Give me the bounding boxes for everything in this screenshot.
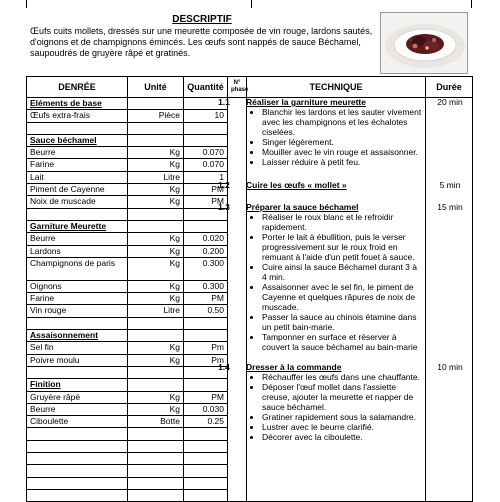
phase-cell bbox=[228, 245, 247, 257]
ingredient-name bbox=[27, 366, 128, 378]
phase-cell bbox=[228, 342, 247, 354]
ingredient-name: Vin rouge bbox=[27, 305, 128, 317]
technique-title: Dresser à la commande bbox=[246, 362, 342, 372]
descriptif-title: DESCRIPTIF bbox=[172, 14, 232, 25]
ingredient-quantity: 0.50 bbox=[184, 305, 228, 317]
ingredient-quantity: Pm bbox=[184, 342, 228, 354]
ingredient-name: Champignons de paris bbox=[27, 257, 128, 280]
ingredient-quantity: PM bbox=[184, 184, 228, 196]
header-technique: TECHNIQUE bbox=[247, 77, 426, 98]
ingredient-name: Farine bbox=[27, 159, 128, 171]
technique-step: • Porter le lait à ébullition, puis le verser progressivement sur le roux froid en remuant à l'aide d'un petit fouet à sauce. bbox=[262, 232, 424, 262]
phase-cell bbox=[228, 280, 247, 292]
duration-cell bbox=[426, 134, 473, 146]
ingredient-name: Noix de muscade bbox=[27, 196, 128, 208]
ingredient-quantity: 0.300 bbox=[184, 280, 228, 292]
phase-cell bbox=[228, 110, 247, 122]
ingredient-name bbox=[27, 453, 128, 465]
ingredient-unit bbox=[128, 122, 184, 134]
ingredient-name: Gruyère râpé bbox=[27, 391, 128, 403]
phase-cell bbox=[228, 233, 247, 245]
ingredient-unit: Kg bbox=[128, 196, 184, 208]
ingredient-unit: Kg bbox=[128, 280, 184, 292]
duration-cell bbox=[426, 477, 473, 489]
phase-cell bbox=[228, 379, 247, 391]
technique-block bbox=[246, 362, 424, 442]
technique-title: Réaliser la garniture meurette bbox=[246, 97, 366, 107]
duration-cell bbox=[426, 465, 473, 477]
phase-cell bbox=[228, 403, 247, 415]
ingredient-name: Assaisonnement bbox=[27, 330, 128, 342]
duration-cell bbox=[426, 330, 473, 342]
ingredient-name bbox=[27, 465, 128, 477]
ingredient-name bbox=[27, 489, 128, 501]
ingredient-unit: Kg bbox=[128, 293, 184, 305]
ingredient-name bbox=[27, 208, 128, 220]
ingredient-unit bbox=[128, 134, 184, 146]
duration-cell bbox=[426, 245, 473, 257]
ingredient-name bbox=[27, 440, 128, 452]
ingredient-unit: Kg bbox=[128, 342, 184, 354]
phase-cell bbox=[228, 293, 247, 305]
ingredient-unit bbox=[128, 317, 184, 329]
phase-cell bbox=[228, 453, 247, 465]
header-phase: N° phase bbox=[228, 77, 247, 98]
table-row bbox=[27, 440, 473, 452]
ingredient-name: Lait bbox=[27, 171, 128, 183]
ingredient-quantity bbox=[184, 489, 228, 501]
ingredient-unit: Botte bbox=[128, 416, 184, 428]
technique-step: • Blanchir les lardons et les sauter vivement avec les champignons et les échalotes ciselées. bbox=[262, 107, 424, 137]
phase-number: 1.4 bbox=[218, 362, 230, 372]
ingredient-unit: Pièce bbox=[128, 110, 184, 122]
duration-cell bbox=[426, 122, 473, 134]
technique-block bbox=[246, 97, 424, 167]
ingredient-unit bbox=[128, 440, 184, 452]
ingredient-unit bbox=[128, 453, 184, 465]
technique-step: • Déposer l'œuf mollet dans l'assiette creuse, ajouter la meurette et napper de sauce béchamel. bbox=[262, 382, 424, 412]
ingredient-quantity: 10 bbox=[184, 110, 228, 122]
top-strip bbox=[26, 0, 472, 8]
ingredient-name: Sauce béchamel bbox=[27, 134, 128, 146]
ingredient-quantity bbox=[184, 453, 228, 465]
ingredient-quantity bbox=[184, 379, 228, 391]
ingredient-quantity bbox=[184, 465, 228, 477]
duration-cell bbox=[426, 147, 473, 159]
ingredient-name bbox=[27, 317, 128, 329]
ingredient-quantity: 0.070 bbox=[184, 159, 228, 171]
duration-cell bbox=[426, 440, 473, 452]
technique-steps bbox=[246, 212, 424, 352]
duration-cell bbox=[426, 453, 473, 465]
table-row bbox=[27, 453, 473, 465]
duration-cell bbox=[426, 305, 473, 317]
ingredient-unit: Kg bbox=[128, 257, 184, 280]
ingredient-quantity bbox=[184, 440, 228, 452]
descriptif-block bbox=[30, 14, 374, 59]
phase-number: 1.1 bbox=[218, 97, 230, 107]
duration-cell bbox=[426, 110, 473, 122]
ingredient-unit bbox=[128, 208, 184, 220]
duration-cell bbox=[426, 159, 473, 171]
ingredient-name bbox=[27, 122, 128, 134]
ingredient-name: Lardons bbox=[27, 245, 128, 257]
technique-step: • Décorer avec la ciboulette. bbox=[262, 432, 424, 442]
ingredient-quantity: 1 bbox=[184, 171, 228, 183]
duration-cell bbox=[426, 403, 473, 415]
duration-cell bbox=[426, 342, 473, 354]
phase-cell bbox=[228, 477, 247, 489]
duration-cell bbox=[426, 489, 473, 501]
phase-cell bbox=[228, 440, 247, 452]
technique-steps bbox=[246, 107, 424, 167]
ingredient-name bbox=[27, 428, 128, 440]
technique-step: • Mouiller avec le vin rouge et assaisonner. bbox=[262, 147, 424, 157]
ingredient-unit bbox=[128, 477, 184, 489]
ingredient-unit bbox=[128, 330, 184, 342]
header-duree: Durée bbox=[426, 77, 473, 98]
table-row bbox=[27, 489, 473, 501]
technique-step: • Gratiner rapidement sous la salamandre. bbox=[262, 412, 424, 422]
technique-cell bbox=[247, 440, 426, 452]
ingredient-quantity: Pm bbox=[184, 354, 228, 366]
duration-cell bbox=[426, 220, 473, 232]
duration-cell bbox=[426, 317, 473, 329]
technique-step: • Réchauffer les œufs dans une chauffante. bbox=[262, 372, 424, 382]
technique-step: • Réaliser le roux blanc et le refroidir rapidement. bbox=[262, 212, 424, 232]
header-unite: Unité bbox=[128, 77, 184, 98]
ingredient-unit: Kg bbox=[128, 159, 184, 171]
ingredient-quantity: 0.25 bbox=[184, 416, 228, 428]
ingredient-name: Ciboulette bbox=[27, 416, 128, 428]
duration-value: 20 min bbox=[437, 97, 463, 107]
ingredient-quantity: 0.200 bbox=[184, 245, 228, 257]
ingredient-name bbox=[27, 477, 128, 489]
technique-steps bbox=[246, 372, 424, 442]
technique-step: • Lustrer avec le beurre clarifié. bbox=[262, 422, 424, 432]
ingredient-unit bbox=[128, 428, 184, 440]
ingredient-quantity: PM bbox=[184, 391, 228, 403]
ingredient-quantity bbox=[184, 477, 228, 489]
phase-cell bbox=[228, 428, 247, 440]
ingredient-unit bbox=[128, 98, 184, 110]
ingredient-unit: Kg bbox=[128, 184, 184, 196]
ingredient-name: Garniture Meurette bbox=[27, 220, 128, 232]
technique-step: • Cuire ainsi la sauce Béchamel durant 3 à 4 min. bbox=[262, 262, 424, 282]
header-quantite: Quantité bbox=[184, 77, 228, 98]
ingredient-quantity: PM bbox=[184, 293, 228, 305]
duration-cell bbox=[426, 233, 473, 245]
phase-cell bbox=[228, 220, 247, 232]
ingredient-quantity: 0.020 bbox=[184, 233, 228, 245]
phase-cell bbox=[228, 159, 247, 171]
technique-title: Cuire les œufs « mollet » bbox=[246, 180, 347, 190]
ingredient-unit: Kg bbox=[128, 391, 184, 403]
technique-step: • Tamponner en surface et réserver à couvert la sauce béchamel au bain-marie bbox=[262, 332, 424, 352]
descriptif-text: Œufs cuits mollets, dressés sur une meurette composée de vin rouge, lardons sautés, d'oignons et de champignons émincés. Les œufs sont nappés de sauce Béchamel, saupoudrés de gruyère râpé et gratinés. bbox=[30, 26, 373, 58]
ingredient-quantity: PM bbox=[184, 196, 228, 208]
phase-cell bbox=[228, 134, 247, 146]
dish-photo bbox=[380, 12, 468, 74]
ingredient-quantity bbox=[184, 122, 228, 134]
ingredient-name: Oignons bbox=[27, 280, 128, 292]
ingredient-unit: Litre bbox=[128, 305, 184, 317]
ingredient-quantity: 0.300 bbox=[184, 257, 228, 280]
technique-cell bbox=[247, 489, 426, 501]
duration-cell bbox=[426, 391, 473, 403]
phase-cell bbox=[228, 489, 247, 501]
duration-cell bbox=[426, 416, 473, 428]
phase-cell bbox=[228, 330, 247, 342]
technique-step: • Laisser réduire à petit feu. bbox=[262, 157, 424, 167]
table-row bbox=[27, 477, 473, 489]
phase-number: 1.2 bbox=[218, 180, 230, 190]
ingredient-name: Poivre moulu bbox=[27, 354, 128, 366]
ingredient-quantity bbox=[184, 330, 228, 342]
ingredient-quantity: 0.070 bbox=[184, 147, 228, 159]
ingredient-name: Sel fin bbox=[27, 342, 128, 354]
ingredient-name: Beurre bbox=[27, 403, 128, 415]
ingredient-name: Beurre bbox=[27, 147, 128, 159]
technique-step: • Assaisonner avec le sel fin, le piment de Cayenne et quelques râpures de noix de muscade. bbox=[262, 282, 424, 312]
duration-cell bbox=[426, 280, 473, 292]
ingredient-quantity bbox=[184, 220, 228, 232]
ingredient-quantity bbox=[184, 134, 228, 146]
technique-step: • Passer la sauce au chinois étamine dans un petit bain-marie. bbox=[262, 312, 424, 332]
phase-number: 1.3 bbox=[218, 202, 230, 212]
technique-block bbox=[246, 202, 424, 352]
ingredient-unit bbox=[128, 366, 184, 378]
ingredient-quantity bbox=[184, 317, 228, 329]
technique-cell bbox=[247, 453, 426, 465]
duration-value: 15 min bbox=[437, 202, 463, 212]
ingredient-unit: Kg bbox=[128, 233, 184, 245]
ingredient-quantity bbox=[184, 428, 228, 440]
ingredient-unit: Kg bbox=[128, 354, 184, 366]
header-denree: DENRÉE bbox=[27, 77, 128, 98]
ingredient-name: Farine bbox=[27, 293, 128, 305]
ingredient-unit: Kg bbox=[128, 245, 184, 257]
duration-value: 5 min bbox=[439, 180, 461, 190]
phase-cell bbox=[228, 465, 247, 477]
ingredient-name: Finition bbox=[27, 379, 128, 391]
technique-cell bbox=[247, 477, 426, 489]
table-row bbox=[27, 465, 473, 477]
ingredient-quantity: 0.030 bbox=[184, 403, 228, 415]
ingredient-unit bbox=[128, 489, 184, 501]
technique-block bbox=[246, 180, 424, 190]
technique-title: Préparer la sauce béchamel bbox=[246, 202, 359, 212]
phase-cell bbox=[228, 147, 247, 159]
phase-cell bbox=[228, 317, 247, 329]
ingredient-unit: Kg bbox=[128, 147, 184, 159]
duration-value: 10 min bbox=[437, 362, 463, 372]
duration-cell bbox=[426, 257, 473, 280]
phase-cell bbox=[228, 416, 247, 428]
duration-cell bbox=[426, 379, 473, 391]
duration-cell bbox=[426, 293, 473, 305]
ingredient-unit: Kg bbox=[128, 403, 184, 415]
technique-step: • Singer légèrement. bbox=[262, 137, 424, 147]
duration-cell bbox=[426, 428, 473, 440]
ingredient-unit bbox=[128, 220, 184, 232]
phase-cell bbox=[228, 391, 247, 403]
ingredient-name: Œufs extra-frais bbox=[27, 110, 128, 122]
ingredient-unit bbox=[128, 465, 184, 477]
ingredient-name: Beurre bbox=[27, 233, 128, 245]
technique-cell bbox=[247, 465, 426, 477]
ingredient-unit bbox=[128, 379, 184, 391]
phase-cell bbox=[228, 257, 247, 280]
ingredient-name: Eléments de base bbox=[27, 98, 128, 110]
phase-cell bbox=[228, 305, 247, 317]
ingredient-name: Piment de Cayenne bbox=[27, 184, 128, 196]
phase-cell bbox=[228, 122, 247, 134]
table-header-row bbox=[27, 77, 473, 98]
ingredient-unit: Litre bbox=[128, 171, 184, 183]
